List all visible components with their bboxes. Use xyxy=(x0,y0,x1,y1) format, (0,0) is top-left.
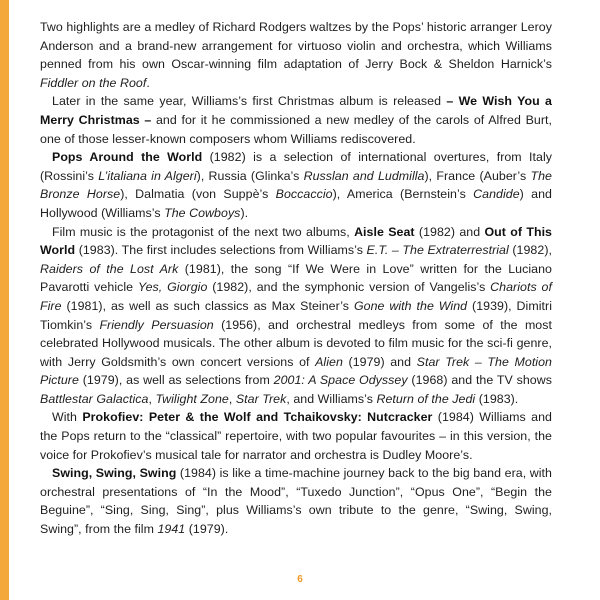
text: (1982), xyxy=(508,243,552,258)
italic-title: 1941 xyxy=(157,522,186,537)
italic-title: E.T. – The Extraterrestrial xyxy=(366,243,509,258)
italic-title: Boccaccio xyxy=(275,187,333,202)
text: Two highlights are a medley of Richard Rodgers waltzes by the Pops’ historic arranger Leroy Anderson and a brand-new arrangement for virtuoso violin and orchestra, which Williams penned from his own Oscar-winning film adaptation of Jerry Bock & Sheldon Harnick’s xyxy=(40,20,552,72)
text: Film music is the protagonist of the next two albums, xyxy=(52,224,355,239)
paragraph-2 xyxy=(40,92,552,148)
page-accent-bar xyxy=(0,0,9,600)
text: With xyxy=(52,410,83,425)
text: (1956), and orchestral medleys from some of the most celebrated Hollywood musicals. The other album is devoted to film music for the sci-fi genre, with Jerry Goldsmith’s own concert versions of xyxy=(40,317,552,369)
italic-title: Star Trek – The Motion Picture xyxy=(40,354,552,388)
text: (1979) and xyxy=(342,354,417,369)
italic-title: Yes, Giorgio xyxy=(137,280,208,295)
text: Later in the same year, Williams’s first Christmas album is released xyxy=(52,94,447,109)
paragraph-6 xyxy=(40,464,552,538)
text: ) and Hollywood (Williams’s xyxy=(40,187,552,220)
article-body xyxy=(40,18,552,539)
italic-title: Chariots of Fire xyxy=(40,280,552,313)
italic-title: Gone with the Wind xyxy=(353,298,468,313)
text: ). xyxy=(240,205,249,220)
text: ), France (Auber’s xyxy=(424,168,531,183)
text: (1983). The first includes selections from Williams’s xyxy=(75,243,367,258)
text: ), America (Bernstein’s xyxy=(332,187,474,202)
text: , and Williams’s xyxy=(286,391,377,406)
italic-title: Fiddler on the Roof xyxy=(40,75,147,90)
bold-album-title: Out of This World xyxy=(40,224,552,258)
italic-title: L’italiana in Algeri xyxy=(98,168,197,183)
paragraph-1 xyxy=(40,18,552,92)
bold-album-title: Pops Around the World xyxy=(52,150,203,165)
text: ), Dalmatia (von Suppè’s xyxy=(120,187,276,202)
text: and for it he commissioned a new medley of the carols of Alfred Burt, one of those lesser-known composers whom Williams rediscovered. xyxy=(40,112,552,146)
italic-title: Friendly Persuasion xyxy=(99,317,214,332)
italic-title: The Cowboys xyxy=(164,205,241,220)
italic-title: Return of the Jedi xyxy=(376,391,476,406)
paragraph-4 xyxy=(40,223,552,409)
italic-title: Candide xyxy=(473,187,520,202)
text: (1982) and xyxy=(414,224,485,239)
bold-album-title: Aisle Seat xyxy=(354,224,415,239)
page-number: 6 xyxy=(297,574,303,585)
bold-album-title: Swing, Swing, Swing xyxy=(52,466,177,481)
text: (1984) Williams and the Pops return to the “classical” repertoire, with two popular favourites – in this version, the voice for Prokofiev’s musical tale for narrator and orchestra is Dudley Moore’s. xyxy=(40,410,552,462)
text: (1982), and the symphonic version of Vangelis’s xyxy=(207,280,491,295)
text: (1981), the song “If We Were in Love” written for the Luciano Pavarotti vehicle xyxy=(40,261,552,295)
text: (1979), as well as selections from xyxy=(78,373,274,388)
text: ), Russia (Glinka’s xyxy=(196,168,304,183)
text: . xyxy=(146,75,150,90)
italic-title: Russlan and Ludmilla xyxy=(303,168,425,183)
italic-title: The Bronze Horse xyxy=(40,168,552,202)
italic-title: Battlestar Galactica xyxy=(40,391,149,406)
italic-title: 2001: A Space Odyssey xyxy=(273,373,408,388)
bold-album-title: Prokofiev: Peter & the Wolf and Tchaikovsky: Nutcracker xyxy=(82,410,433,425)
text: (1983). xyxy=(475,391,519,406)
bold-album-title: – We Wish You a Merry Christmas – xyxy=(40,94,552,127)
text: (1968) and the TV shows xyxy=(407,373,552,388)
text: , xyxy=(148,391,156,406)
italic-title: Alien xyxy=(315,354,343,369)
italic-title: Star Trek xyxy=(235,391,287,406)
text: (1979). xyxy=(185,522,229,537)
text: (1981), as well as such classics as Max Steiner’s xyxy=(61,298,354,313)
paragraph-3 xyxy=(40,148,552,222)
text: (1982) is a selection of international overtures, from Italy (Rossini’s xyxy=(40,150,552,183)
italic-title: Raiders of the Lost Ark xyxy=(40,261,179,276)
text: (1939), Dimitri Tiomkin’s xyxy=(40,298,552,332)
text: , xyxy=(228,391,236,406)
paragraph-5 xyxy=(40,408,552,464)
text: (1984) is like a time-machine journey back to the big band era, with orchestral presentations of “In the Mood”, “Tuxedo Junction”, “Opus One”, “Begin the Beguine”, “Sing, Sing, Sing”, plus Williams’s own tribute to the genre, “Swing, Swing, Swing”, from the film xyxy=(40,466,552,537)
italic-title: Twilight Zone xyxy=(155,391,229,406)
